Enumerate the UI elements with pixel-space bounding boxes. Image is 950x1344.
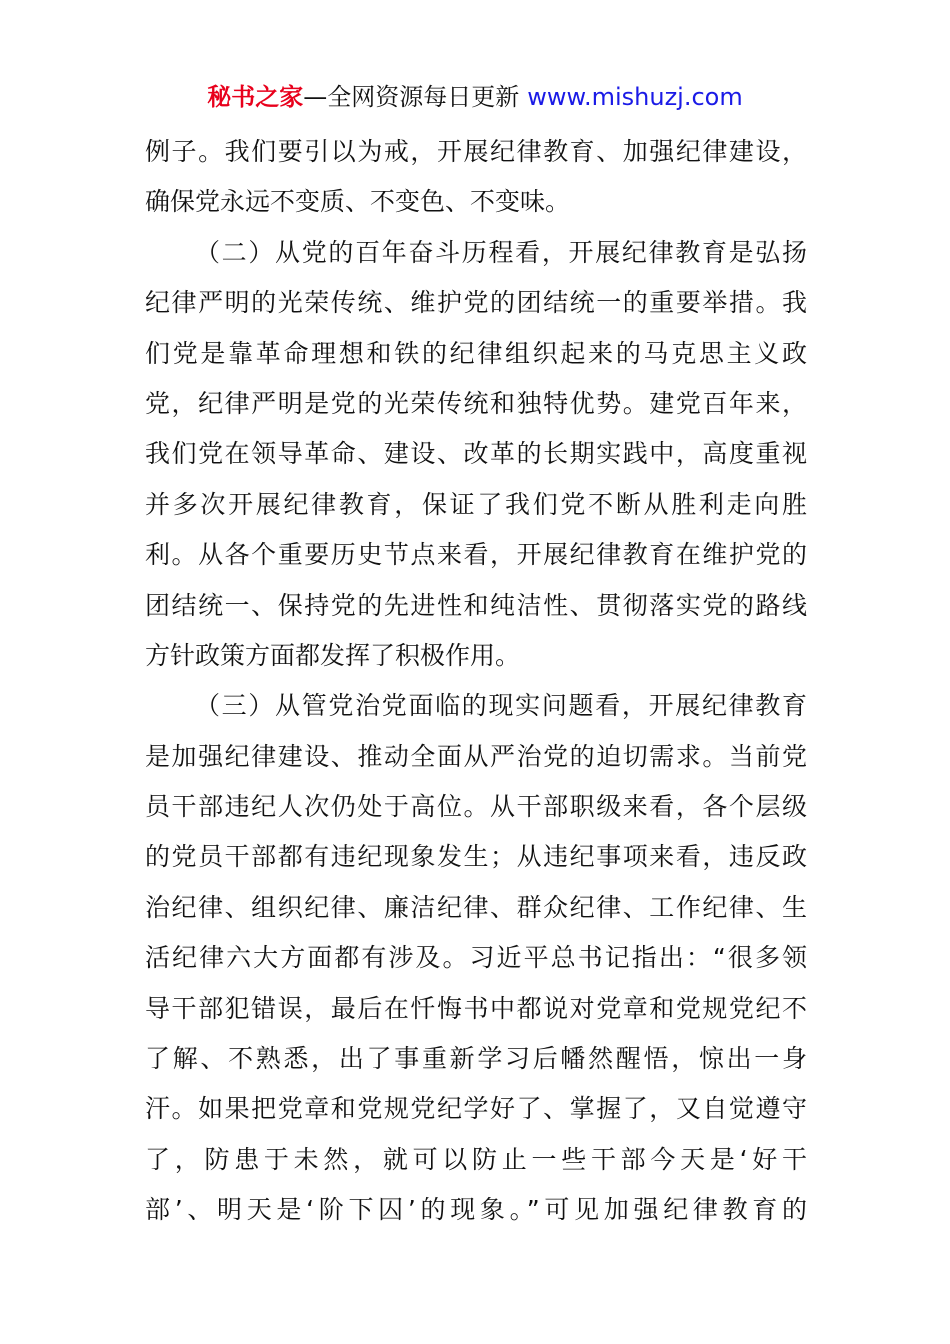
text-line: 们党是靠革命理想和铁的纪律组织起来的马克思主义政	[145, 338, 807, 368]
text-line: 党，纪律严明是党的光荣传统和独特优势。建党百年来，	[145, 388, 807, 418]
text-line: 治纪律、组织纪律、廉洁纪律、群众纪律、工作纪律、生	[145, 892, 807, 922]
text-line: 我们党在领导革命、建设、改革的长期实践中，高度重视	[145, 439, 807, 469]
text-line: 了解、不熟悉，出了事重新学习后幡然醒悟，惊出一身	[145, 1044, 807, 1074]
site-brand: 秘书之家	[207, 83, 304, 111]
paragraph-heading-line: （二）从党的百年奋斗历程看，开展纪律教育是弘扬	[195, 237, 807, 267]
site-header	[0, 80, 950, 114]
text-line: 汗。如果把党章和党规党纪学好了、掌握了，又自觉遵守	[145, 1094, 807, 1124]
document-body	[145, 127, 807, 1236]
site-url-link[interactable]: www.mishuzj.com	[527, 83, 743, 111]
text-line: 团结统一、保持党的先进性和纯洁性、贯彻落实党的路线	[145, 590, 807, 620]
text-line: 是加强纪律建设、推动全面从严治党的迫切需求。当前党	[145, 741, 807, 771]
text-line: 活纪律六大方面都有涉及。习近平总书记指出：“很多领	[145, 943, 807, 973]
text-line: 纪律严明的光荣传统、维护党的团结统一的重要举措。我	[145, 288, 807, 318]
text-line: 部’、明天是‘阶下囚’的现象。”可见加强纪律教育的	[145, 1195, 807, 1225]
text-line: 了，防患于未然，就可以防止一些干部今天是‘好干	[145, 1144, 807, 1174]
text-line: 例子。我们要引以为戒，开展纪律教育、加强纪律建设，	[145, 137, 807, 166]
text-line: 并多次开展纪律教育，保证了我们党不断从胜利走向胜	[145, 489, 807, 519]
text-line: 确保党永远不变质、不变色、不变味。	[145, 187, 571, 217]
text-line: 员干部违纪人次仍处于高位。从干部职级来看，各个层级	[145, 792, 807, 822]
text-line: 利。从各个重要历史节点来看，开展纪律教育在维护党的	[145, 540, 807, 570]
text-line: 方针政策方面都发挥了积极作用。	[145, 640, 521, 670]
text-line: 的党员干部都有违纪现象发生；从违纪事项来看，违反政	[145, 842, 807, 872]
site-tagline: —全网资源每日更新	[303, 83, 520, 111]
paragraph-heading-line: （三）从管党治党面临的现实问题看，开展纪律教育	[195, 691, 807, 721]
text-line: 导干部犯错误，最后在忏悔书中都说对党章和党规党纪不	[145, 993, 807, 1023]
